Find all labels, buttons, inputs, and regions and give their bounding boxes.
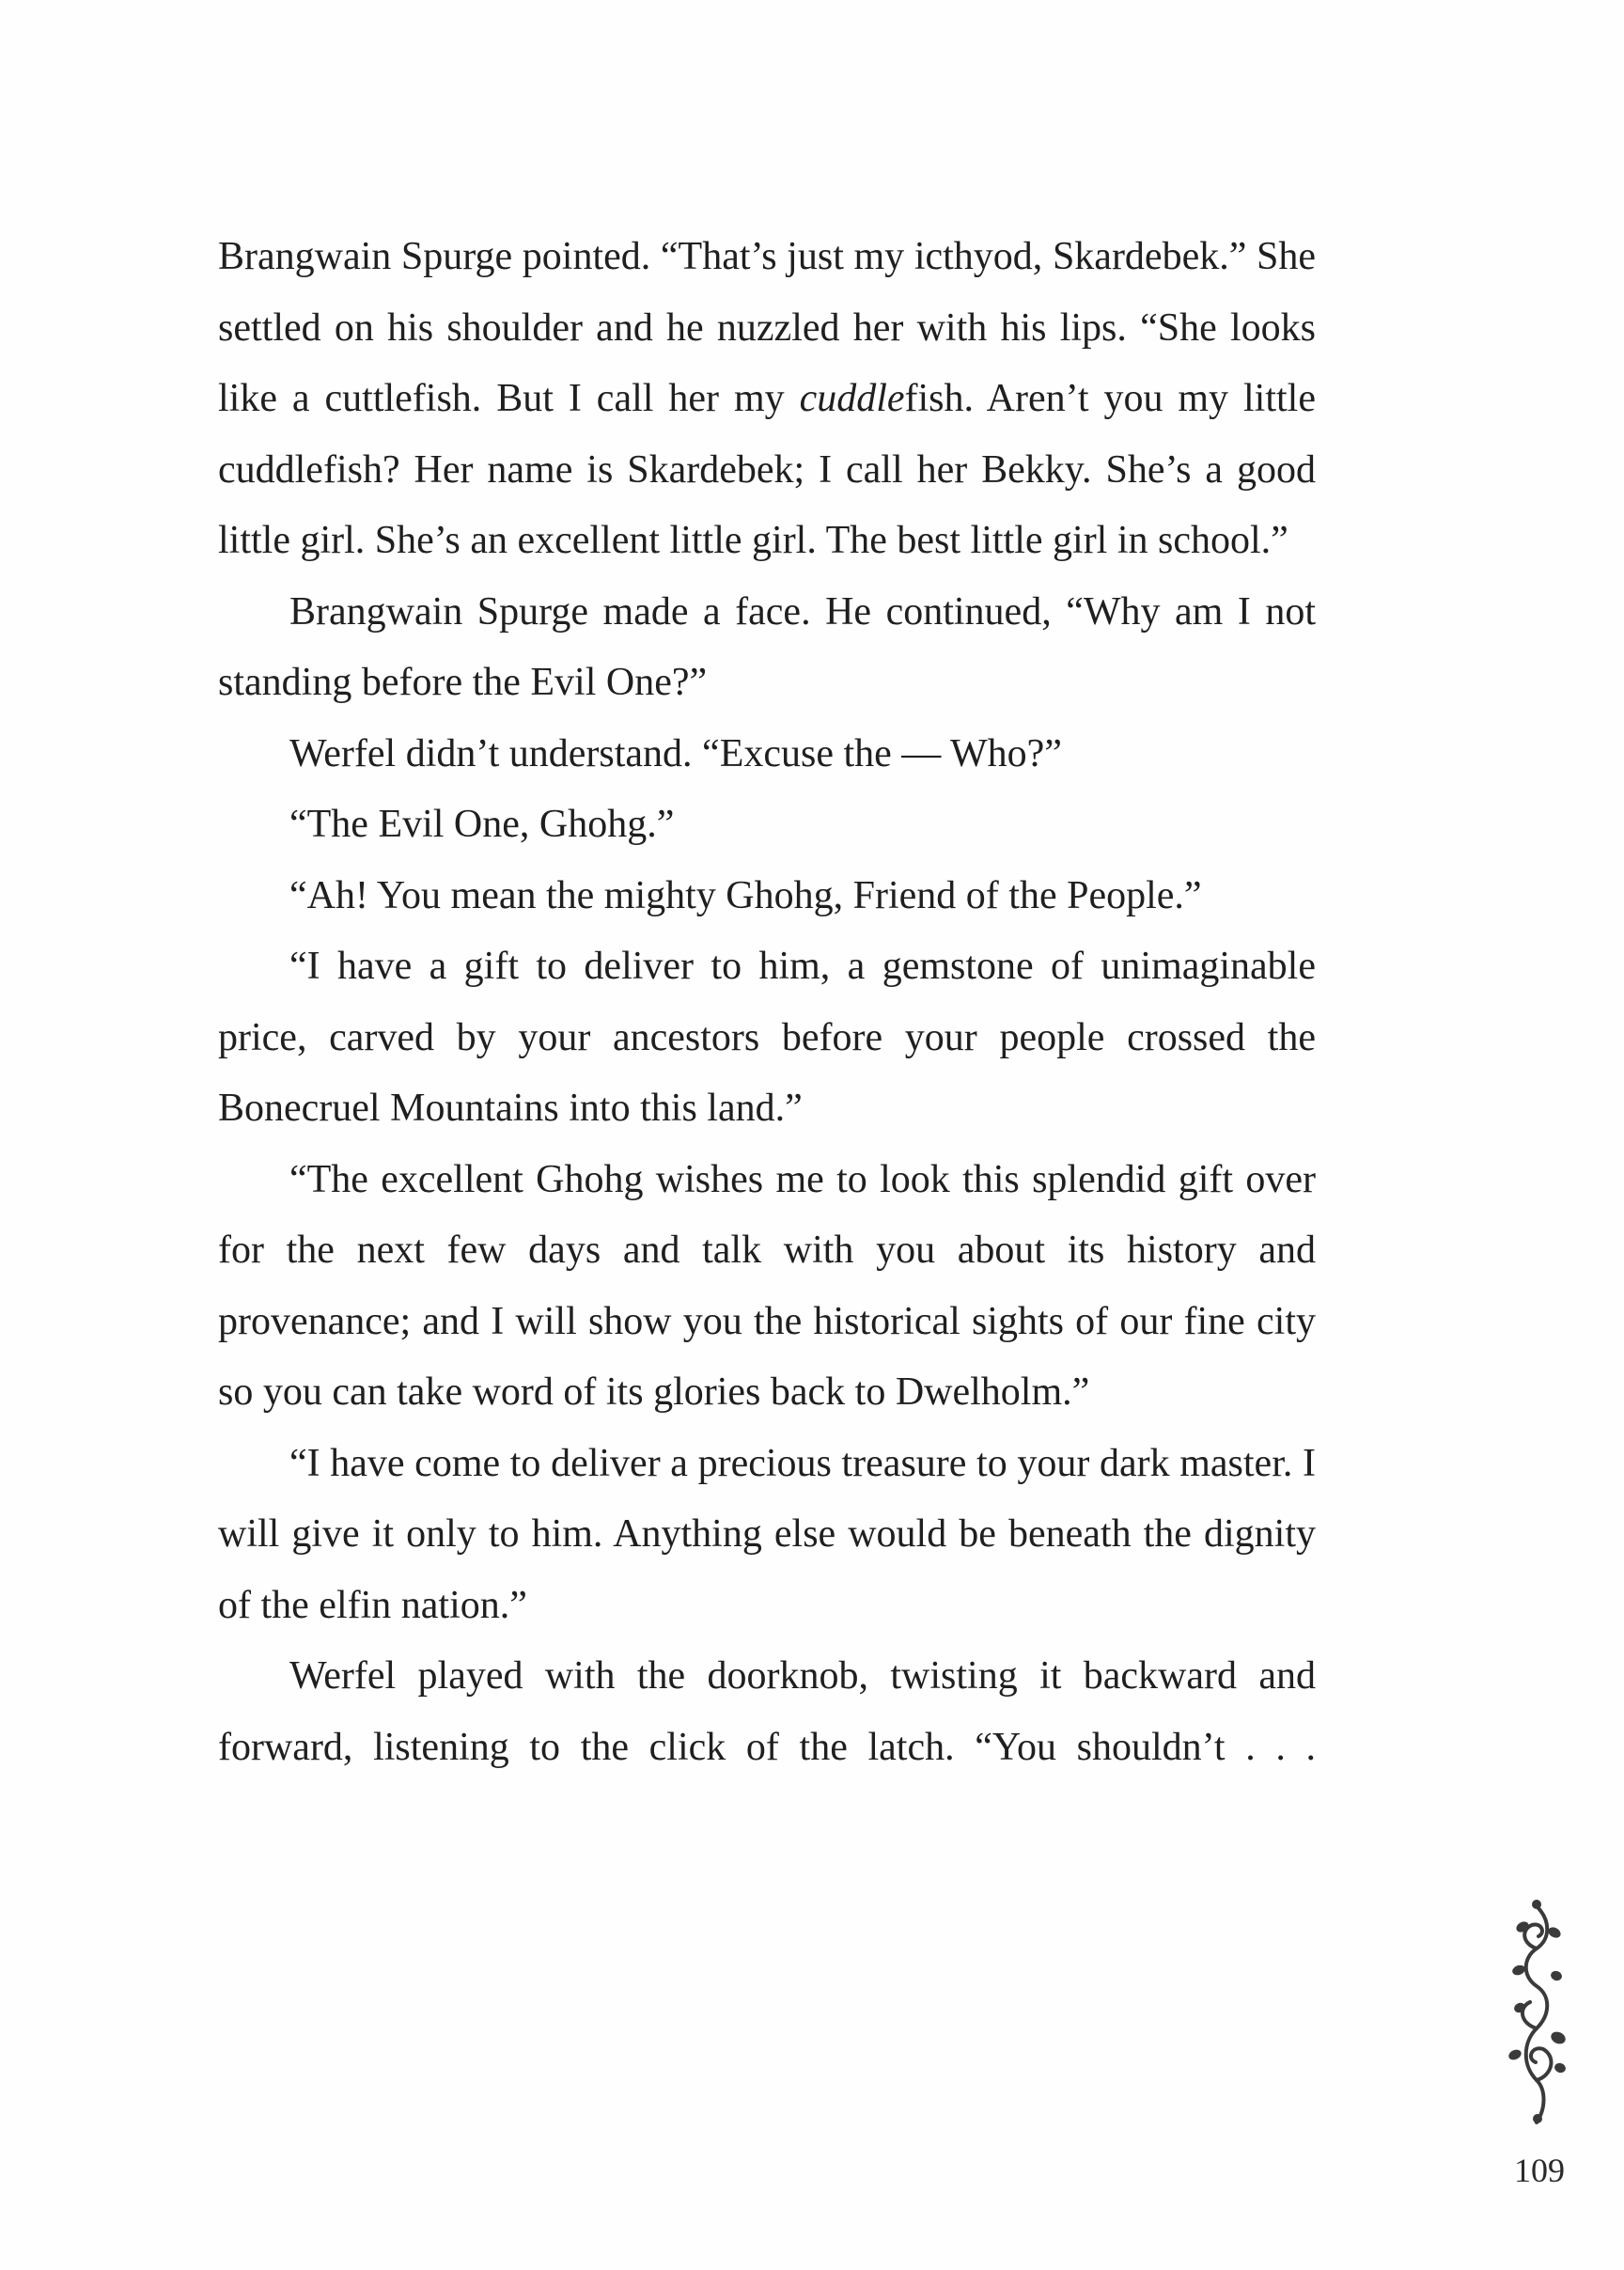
paragraph-2: Brangwain Spurge made a face. He continued, “Why am I not standing before the Evil One?” xyxy=(218,589,1316,704)
vine-swirl-icon xyxy=(1494,1897,1579,2132)
paragraph-1-text-end: fish. Aren’t you my little cuddlefish? Her name is Skardebek; I call her Bekky. She’s a good little girl. She’s an excellent little girl. The best little girl in school.” xyxy=(218,377,1316,562)
paragraph-1 xyxy=(218,222,1316,577)
page-number: 109 xyxy=(1514,2152,1565,2189)
paragraph-7: “The excellent Ghohg wishes me to look this splendid gift over for the next few days and talk with you about its history and provenance; and I will show you the historical sights of our fine city so you can take word of its glories back to Dwelholm.” xyxy=(218,1157,1316,1414)
paragraph-8: “I have come to deliver a precious treasure to your dark master. I will give it only to him. Anything else would be beneath the dignity of the elfin nation.” xyxy=(218,1441,1316,1627)
paragraph-3: Werfel didn’t understand. “Excuse the — Who?” xyxy=(289,731,1062,775)
paragraph-1-emphasis: cuddle xyxy=(799,377,905,420)
paragraph-9: Werfel played with the doorknob, twisting it backward and forward, listening to the click of the latch. “You shouldn’t . . . xyxy=(218,1654,1316,1769)
body-text xyxy=(218,222,1316,1783)
paragraph-4: “The Evil One, Ghohg.” xyxy=(289,803,675,846)
paragraph-1-text: Brangwain Spurge pointed. “That’s just my icthyod, Skardebek.” She settled on his shoulder and he nuzzled her with his lips. “She looks like a cuttlefish. But I call her my xyxy=(218,235,1316,420)
paragraph-5: “Ah! You mean the mighty Ghohg, Friend of the People.” xyxy=(289,873,1202,917)
paragraph-6: “I have a gift to deliver to him, a gemstone of unimaginable price, carved by your ancestors before your people crossed the Bonecruel Mountains into this land.” xyxy=(218,945,1316,1130)
